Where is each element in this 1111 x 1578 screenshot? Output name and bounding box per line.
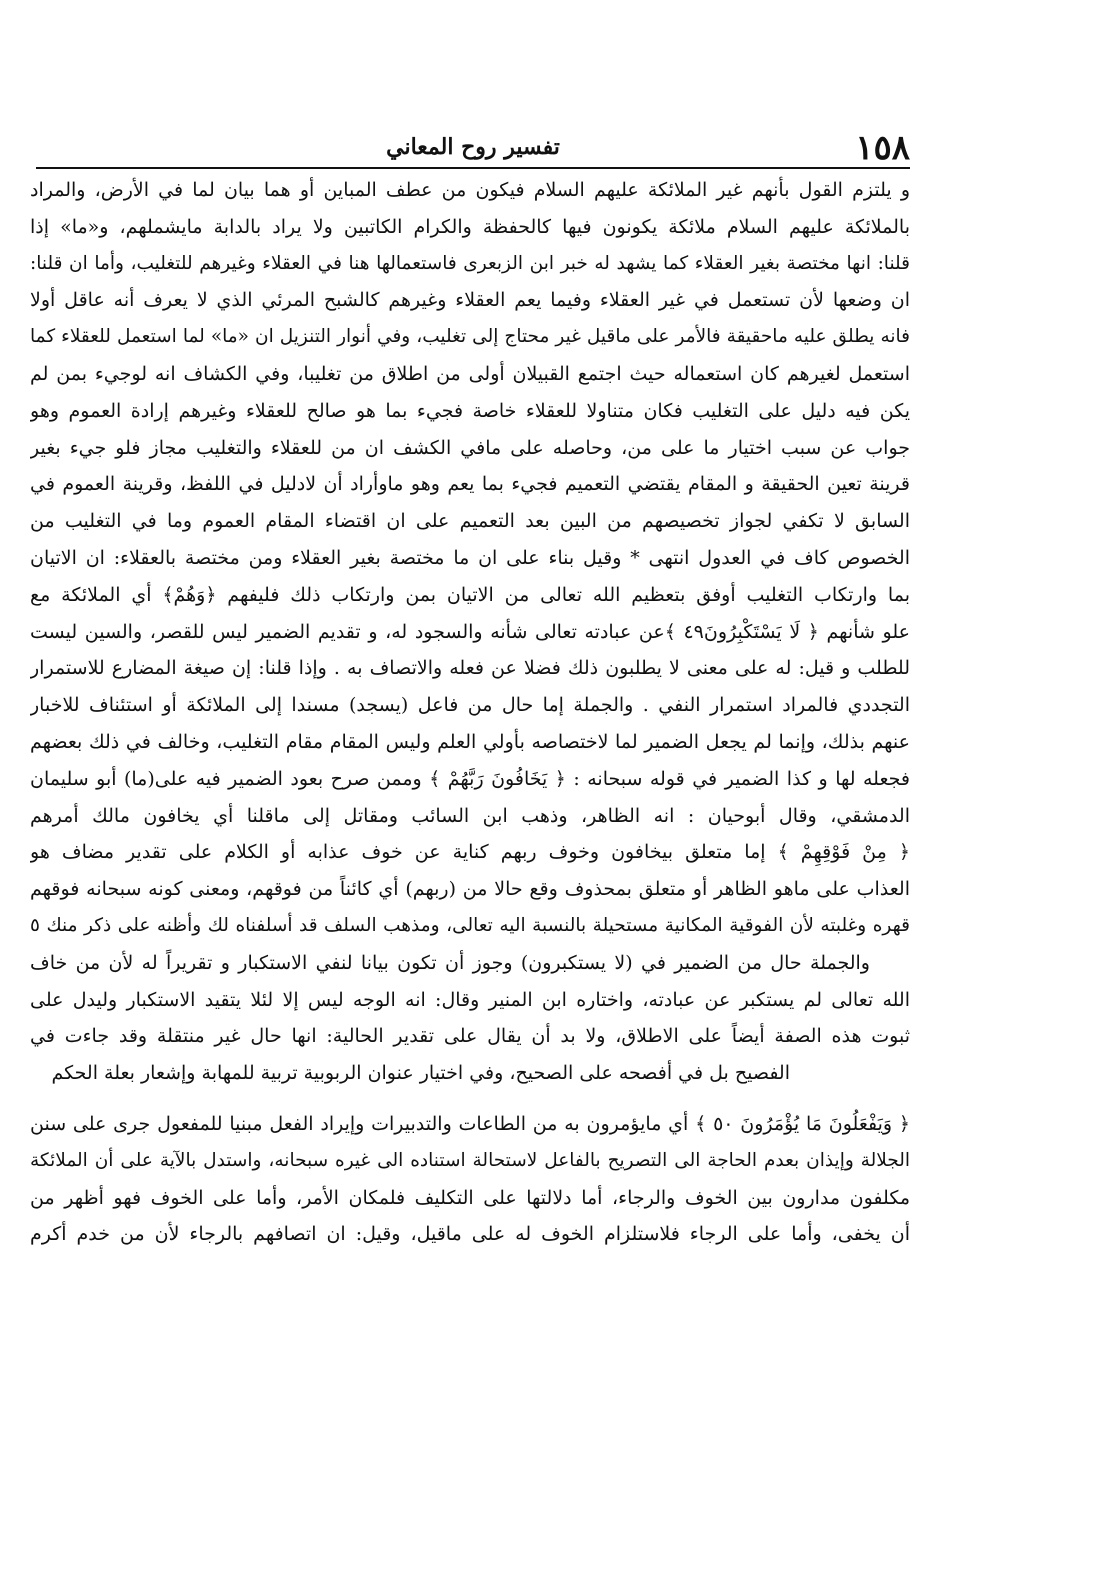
text-line: ﴿ وَيَفْعَلُونَ مَا يُؤْمَرُونَ ٥٠ ﴾ أي مايؤمرون به من الطاعات والتدبيرات وإيراد الفعل مبنيا للمفعول جرى على سنن xyxy=(30,1112,910,1135)
text-line: مكلفون مدارون بين الخوف والرجاء، أما دلالتها على التكليف فلمكان الأمر، وأما على الخوف فهو أظهر من xyxy=(30,1186,910,1209)
text-line: قرينة تعين الحقيقة و المقام يقتضي التعميم فجيء بما يعم وهو ماوأراد أن لادليل في اللفظ، وقرينة العموم في xyxy=(30,473,910,496)
text-line: قهره وغلبته لأن الفوقية المكانية مستحيلة بالنسبة اليه تعالى، ومذهب السلف قد أسلفناه لك وأظنه على ذكر منك ٥ xyxy=(30,914,910,936)
text-line: ان وضعها لأن تستعمل في غير العقلاء وفيما يعم العقلاء وغيرهم كالشبح المرئي الذي لا يعرف أنه عاقل أولا xyxy=(30,289,910,312)
text-line: بما وارتكاب التغليب أوفق بتعظيم الله تعالى من الاتيان بمن وارتكاب ذلك فليفهم ﴿وَهُمْ﴾ أي الملائكة مع xyxy=(30,583,910,606)
text-line: فجعله لها و كذا الضمير في قوله سبحانه : ﴿ يَخَافُونَ رَبَّهُمْ ﴾ وممن صرح بعود الضمير فيه على(ما) أبو سليمان xyxy=(30,767,910,790)
text-line: التجددي فالمراد استمرار النفي . والجملة إما حال من فاعل (يسجد) مسندا إلى الملائكة أو استئناف للاخبار xyxy=(30,694,910,717)
text-line: الفصيح بل في أفصحه على الصحيح، وفي اختيار عنوان الربوبية تربية للمهابة وإشعار بعلة الحكم xyxy=(51,1062,790,1085)
text-line: و يلتزم القول بأنهم غير الملائكة عليهم السلام فيكون من عطف المباين أو هما بيان لما في الأرض، والمراد xyxy=(30,179,910,201)
page-header xyxy=(36,128,910,168)
text-line: أن يخفى، وأما على الرجاء فلاستلزام الخوف له على ماقيل، وقيل: ان اتصافهم بالرجاء لأن من خدم أكرم xyxy=(30,1223,910,1246)
header-rule xyxy=(36,167,910,169)
text-line: للطلب و قيل: له على معنى لا يطلبون ذلك فضلا عن فعله والاتصاف به . وإذا قلنا: إن صيغة المضارع للاستمرار xyxy=(30,657,910,680)
text-line: فانه يطلق عليه ماحقيقة فالأمر على ماقيل غير محتاج إلى تغليب، وفي أنوار التنزيل ان «ما» لما استعمل للعقلاء كما xyxy=(30,326,910,348)
text-line: علو شأنهم ﴿ لَا يَسْتَكْبِرُونَ٤٩ ﴾عن عبادته تعالى شأنه والسجود له، و تقديم الضمير ليس للقصر، والسين ليست xyxy=(30,620,910,643)
text-line: السابق لا تكفي لجواز تخصيصهم من البين بعد التعميم على ان اقتضاء المقام العموم وما في التغليب من xyxy=(30,510,910,533)
text-line: قلنا: انها مختصة بغير العقلاء كما يشهد له خبر ابن الزبعرى فاستعمالها هنا في العقلاء وغيرهم للتغليب، وأما ان قلنا: xyxy=(30,252,910,274)
text-line: ثبوت هذه الصفة أيضاً على الاطلاق، ولا بد أن يقال على تقدير الحالية: انها حال غير منتقلة وقد جاءت في xyxy=(30,1025,910,1048)
text-line: الجلالة وإيذان بعدم الحاجة الى التصريح بالفاعل لاستحالة استناده الى غيره سبحانه، واستدل بالآية على أن الملائكة xyxy=(30,1149,910,1171)
text-line: عنهم بذلك، وإنما لم يجعل الضمير لما لاختصاصه بأولي العلم وليس المقام مقام التغليب، وخالف في ذلك بعضهم xyxy=(30,730,910,753)
text-line: بالملائكة عليهم السلام ملائكة يكونون فيها كالحفظة والكرام الكاتبين ولا يراد بالدابة مايشملهم، و«ما» إذا xyxy=(30,215,910,238)
running-title: تفسير روح المعاني xyxy=(386,134,560,160)
text-line: جواب عن سبب اختيار ما على من، وحاصله على مافي الكشف ان من للعقلاء والتغليب مجاز فلو جيء بغير xyxy=(30,436,910,459)
text-line: الدمشقي، وقال أبوحيان : انه الظاهر، وذهب ابن السائب ومقاتل إلى ماقلنا أي يخافون مالك أمرهم xyxy=(30,804,910,827)
text-line: يكن فيه دليل على التغليب فكان متناولا للعقلاء خاصة فجيء بما هو صالح للعقلاء وغيرهم إرادة العموم وهو xyxy=(30,399,910,422)
blank-line xyxy=(30,1092,910,1106)
page-number: ١٥٨ xyxy=(855,128,910,168)
text-line: والجملة حال من الضمير في (لا يستكبرون) وجوز أن تكون بيانا لنفي الاستكبار و تقريراً له لأن من خاف xyxy=(30,951,870,974)
text-line: الخصوص كاف في العدول انتهى * وقيل بناء على ان ما مختصة بغير العقلاء ومن مختصة بالعقلاء: ان الاتيان xyxy=(30,546,910,569)
text-line: العذاب على ماهو الظاهر أو متعلق بمحذوف وقع حالا من (ربهم) أي كائناً من فوقهم، ومعنى كونه سبحانه فوقهم xyxy=(30,878,910,901)
text-line: استعمل لغيرهم كان استعماله حيث اجتمع القبيلان أولى من اطلاق من تغليبا، وفي الكشاف انه لوجيء بمن لم xyxy=(30,362,910,385)
text-line: الله تعالى لم يستكبر عن عبادته، واختاره ابن المنير وقال: انه الوجه ليس إلا لئلا يتقيد الاستكبار وليدل على xyxy=(30,988,910,1011)
body-text xyxy=(30,172,910,1253)
text-line: ﴿ مِنْ فَوْقِهِمْ ﴾ إما متعلق بيخافون وخوف ربهم كناية عن خوف عذابه أو الكلام على تقدير مضاف هو xyxy=(30,841,910,864)
